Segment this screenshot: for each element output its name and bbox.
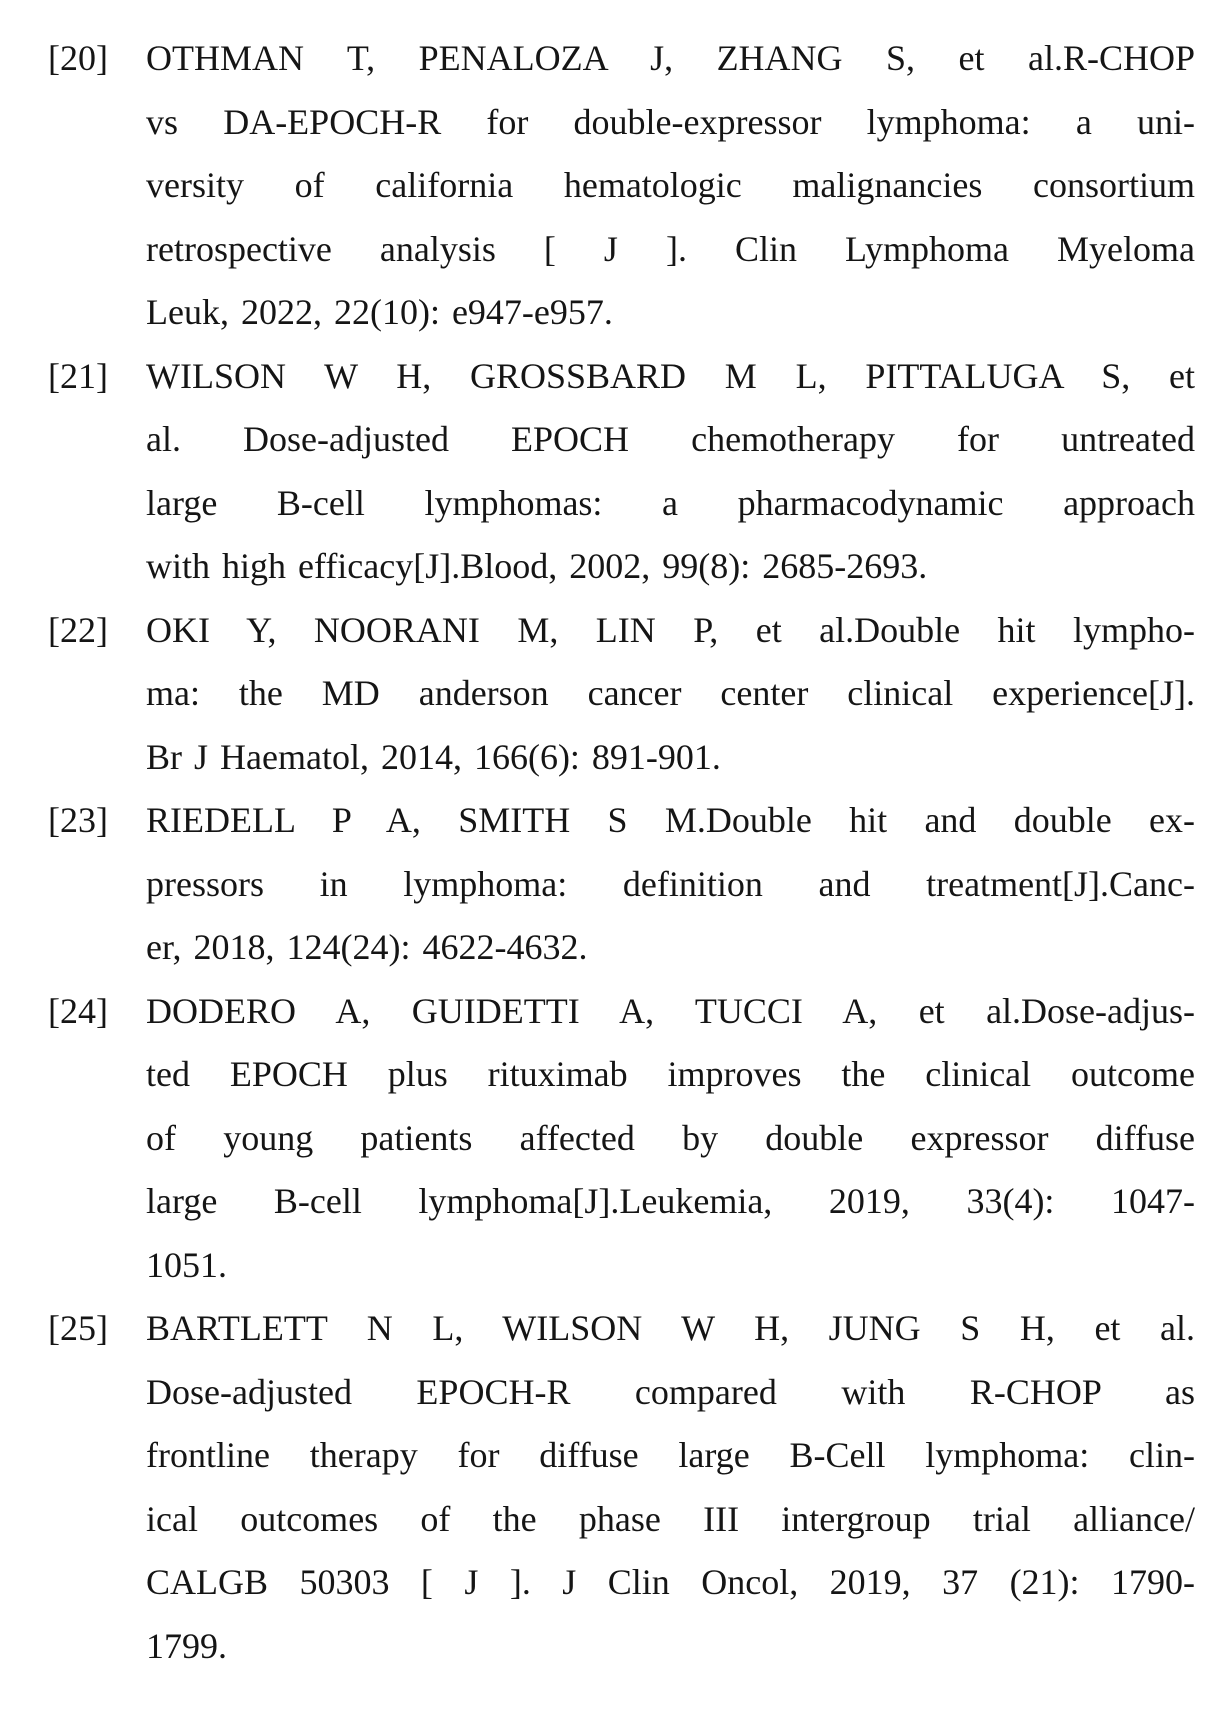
reference-line: OTHMAN T, PENALOZA J, ZHANG S, et al.R-CHOP [146,38,1195,78]
reference-line: large B-cell lymphomas: a pharmacodynamic approach [146,482,1195,523]
reference-line: ma: the MD anderson cancer center clinical experience[J]. [146,673,1195,713]
reference-line: of young patients affected by double expressor diffuse [146,1117,1195,1158]
reference-line: al. Dose-adjusted EPOCH chemotherapy for untreated [146,419,1195,459]
reference-line: frontline therapy for diffuse large B-Cell lymphoma: clin- [146,1435,1195,1475]
reference-number: [20] [48,38,108,78]
reference-line: WILSON W H, GROSSBARD M L, PITTALUGA S, et [146,355,1195,396]
reference-line: 1051. [146,1244,227,1285]
reference-line: versity of california hematologic malignancies consortium [146,165,1195,205]
reference-number: [25] [48,1308,108,1348]
reference-line: pressors in lymphoma: definition and treatment[J].Canc- [146,863,1195,904]
reference-line: retrospective analysis [ J ]. Clin Lymphoma Myeloma [146,228,1195,269]
reference-item [48,27,1195,345]
reference-line: Br J Haematol, 2014, 166(6): 891-901. [146,736,721,777]
reference-item [48,599,1195,790]
reference-line: ical outcomes of the phase III intergroup trial alliance/ [146,1498,1195,1539]
reference-item [48,789,1195,980]
reference-line: large B-cell lymphoma[J].Leukemia, 2019, 33(4): 1047- [146,1181,1195,1221]
reference-line: ted EPOCH plus rituximab improves the clinical outcome [146,1054,1195,1094]
reference-number: [23] [48,800,108,840]
reference-line: RIEDELL P A, SMITH S M.Double hit and double ex- [146,800,1195,840]
reference-item [48,980,1195,1298]
reference-line: Dose-adjusted EPOCH-R compared with R-CHOP as [146,1371,1195,1412]
reference-line: vs DA-EPOCH-R for double-expressor lymphoma: a uni- [146,101,1195,142]
references-list [48,27,1206,1678]
reference-line: BARTLETT N L, WILSON W H, JUNG S H, et al. [146,1308,1195,1348]
reference-line: 1799. [146,1625,227,1666]
reference-number: [24] [48,990,108,1031]
reference-line: Leuk, 2022, 22(10): e947-e957. [146,292,613,332]
reference-line: with high efficacy[J].Blood, 2002, 99(8): 2685-2693. [146,546,928,586]
reference-item [48,1297,1195,1678]
reference-item [48,345,1195,599]
reference-line: OKI Y, NOORANI M, LIN P, et al.Double hit lympho- [146,609,1195,650]
reference-number: [21] [48,355,108,396]
reference-number: [22] [48,609,108,650]
reference-line: DODERO A, GUIDETTI A, TUCCI A, et al.Dose-adjus- [146,990,1195,1031]
reference-line: CALGB 50303 [ J ]. J Clin Oncol, 2019, 37 (21): 1790- [146,1562,1195,1602]
reference-line: er, 2018, 124(24): 4622-4632. [146,927,588,967]
